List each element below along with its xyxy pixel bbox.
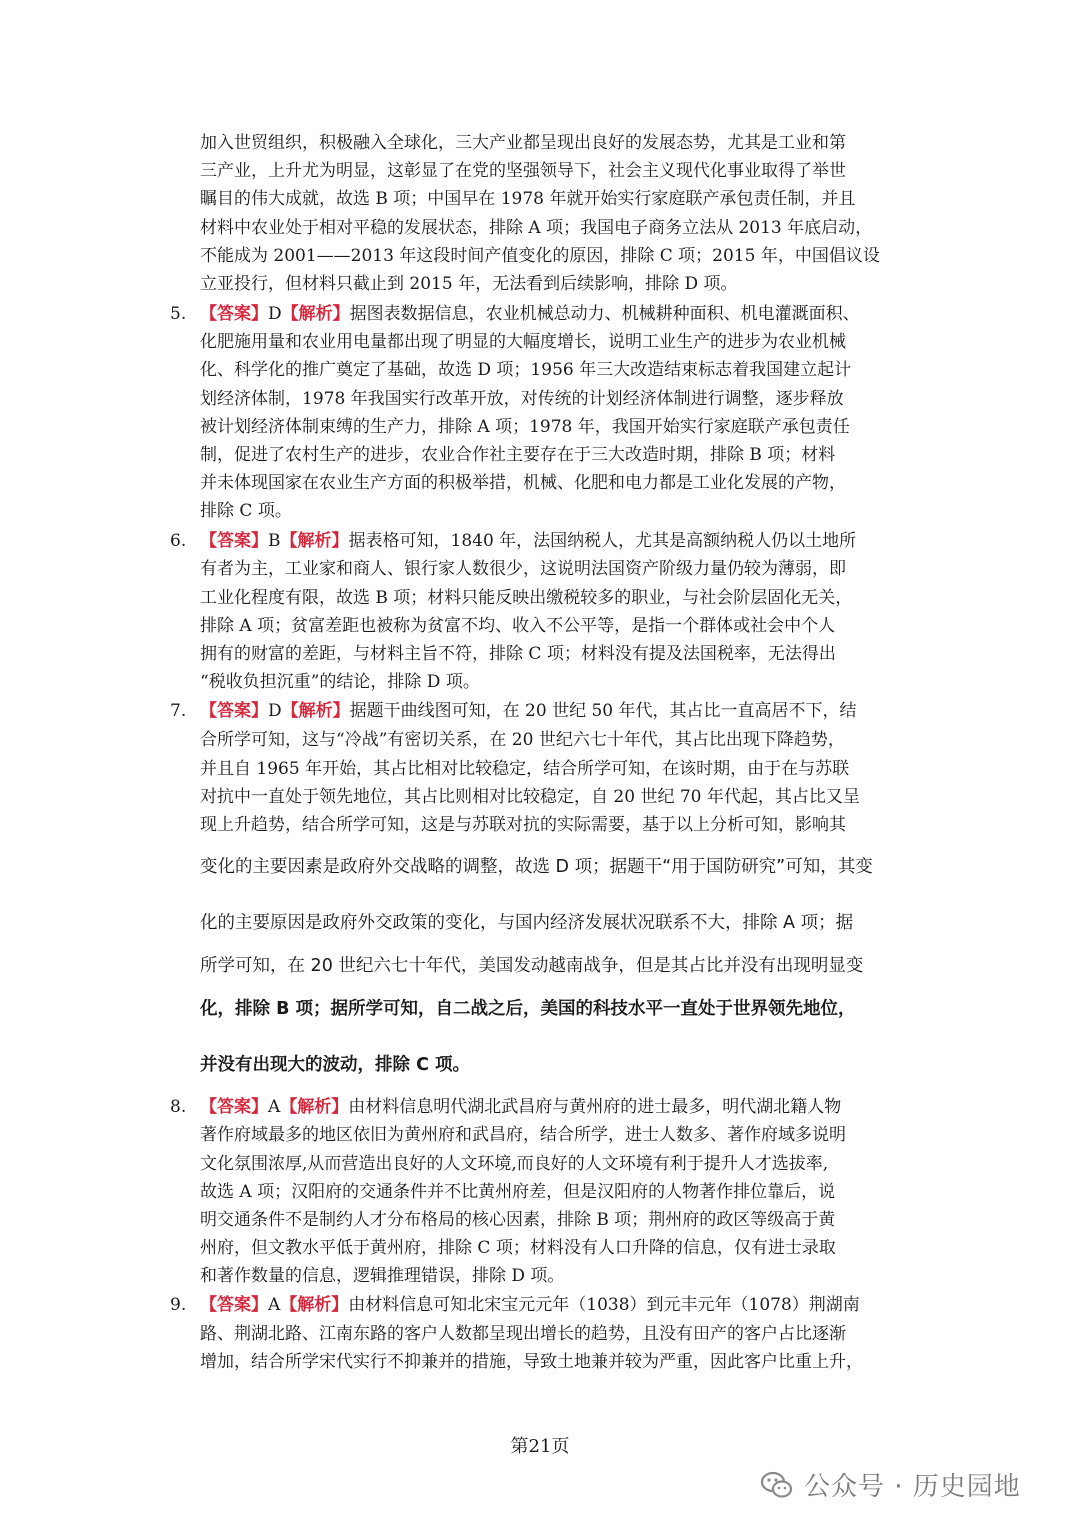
analysis-line: 排除 A 项；贫富差距也被称为贫富不均、收入不公平等，是指一个群体或社会中个人 [200,616,836,636]
analysis-line: 被计划经济体制束缚的生产力，排除 A 项；1978 年，我国开始实行家庭联产承包责任 [200,417,850,437]
analysis-line: 州府，但文教水平低于黄州府，排除 C 项；材料没有人口升降的信息，仅有进士录取 [200,1238,836,1258]
analysis-line: 化的主要原因是政府外交政策的变化，与国内经济发展状况联系不大，排除 A 项；据 [200,913,854,933]
analysis-line: 明交通条件不是制约人才分布格局的核心因素，排除 B 项；荆州府的政区等级高于黄 [200,1210,836,1230]
analysis-line: 和著作数量的信息，逻辑推理错误，排除 D 项。 [200,1266,565,1286]
analysis-line: 排除 C 项。 [200,501,292,521]
analysis-line: 有者为主，工业家和商人、银行家人数很少，这说明法国资产阶级力量仍较为薄弱，即 [200,559,846,579]
answer-tag: 【答案】 [200,701,268,721]
answer-value: B [268,531,281,551]
analysis-line: 化肥施用量和农业用电量都出现了明显的大幅度增长，说明工业生产的进步为农业机械 [200,332,846,352]
analysis-line: 化、科学化的推广奠定了基础，故选 D 项；1956 年三大改造结束标志着我国建立起计 [200,360,852,380]
answer-tag: 【答案】 [200,531,268,551]
answer-value: A [268,1295,281,1315]
intro-line: 材料中农业处于相对平稳的发展状态，排除 A 项；我国电子商务立法从 2013 年底启动， [200,218,873,238]
answer-line [200,697,920,725]
analysis-tag: 【解析】 [281,304,350,324]
analysis-line: 文化氛围浓厚,从而营造出良好的人文环境,而良好的人文环境有利于提升人才选拔率, [200,1154,829,1174]
analysis-text: 由材料信息可知北宋宝元元年（1038）到元丰元年（1078）荆湖南 [348,1295,860,1315]
analysis-tag: 【解析】 [280,531,349,551]
analysis-line: 故选 A 项；汉阳府的交通条件并不比黄州府差，但是汉阳府的人物著作排位靠后，说 [200,1182,836,1202]
analysis-line: 现上升趋势，结合所学可知，这是与苏联对抗的实际需要，基于以上分析可知，影响其 [200,815,846,835]
answer-value: A [268,1097,281,1117]
analysis-line: 增加，结合所学宋代实行不抑兼并的措施，导致土地兼并较为严重，因此客户比重上升， [200,1352,863,1372]
analysis-tag: 【解析】 [280,1097,349,1117]
analysis-line: 著作府域最多的地区依旧为黄州府和武昌府，结合所学，进士人数多、著作府域多说明 [200,1125,846,1145]
answer-tag: 【答案】 [200,1097,268,1117]
analysis-line: 制，促进了农村生产的进步，农业合作社主要存在于三大改造时期，排除 B 项；材料 [200,445,836,465]
answer-tag: 【答案】 [200,1295,268,1315]
analysis-line: 并没有出现大的波动，排除 C 项。 [200,1055,471,1075]
watermark [760,1466,1021,1503]
analysis-line: 并且自 1965 年开始，其占比相对比较稳定，结合所学可知，在该时期，由于在与苏联 [200,759,850,779]
intro-line: 瞩目的伟大成就，故选 B 项；中国早在 1978 年就开始实行家庭联产承包责任制，并且 [200,189,856,209]
analysis-line: 变化的主要因素是政府外交战略的调整，故选 D 项；据题干“用于国防研究”可知，其变 [200,857,873,877]
intro-line: 不能成为 2001——2013 年这段时间产值变化的原因，排除 C 项；2015 年，中国倡议设 [200,246,880,266]
analysis-line: 划经济体制，1978 年我国实行改革开放，对传统的计划经济体制进行调整，逐步释放 [200,389,844,409]
analysis-line: “税收负担沉重”的结论，排除 D 项。 [200,672,480,692]
analysis-line: 对抗中一直处于领先地位，其占比则相对比较稳定，自 20 世纪 70 年代起，其占比又呈 [200,787,860,807]
question-number: 7. [170,701,187,721]
answer-tag: 【答案】 [200,304,268,324]
analysis-line: 拥有的财富的差距，与材料主旨不符，排除 C 项；材料没有提及法国税率，无法得出 [200,644,836,664]
page-number: 第21页 [510,1436,570,1457]
answer-value: D [268,304,282,324]
intro-line: 三产业，上升尤为明显，这彰显了在党的坚强领导下，社会主义现代化事业取得了举世 [200,161,846,181]
analysis-line: 路、荆湖北路、江南东路的客户人数都呈现出增长的趋势，且没有田产的客户占比逐渐 [200,1324,846,1344]
answer-value: D [268,701,282,721]
analysis-tag: 【解析】 [281,701,350,721]
analysis-text: 据表格可知，1840 年，法国纳税人，尤其是高额纳税人仍以土地所 [348,531,857,551]
analysis-line: 合所学可知，这与“冷战”有密切关系，在 20 世纪六七十年代，其占比出现下降趋势， [200,730,845,750]
answer-line [200,300,920,328]
analysis-line: 所学可知，在 20 世纪六七十年代，美国发动越南战争，但是其占比并没有出现明显变 [200,956,864,976]
analysis-text: 由材料信息明代湖北武昌府与黄州府的进士最多，明代湖北籍人物 [348,1097,842,1117]
question-number: 6. [170,531,187,551]
analysis-tag: 【解析】 [280,1295,349,1315]
answer-line [200,1291,920,1319]
analysis-text: 据图表数据信息，农业机械总动力、机械耕种面积、机电灌溉面积、 [349,304,860,324]
wechat-icon [760,1470,794,1500]
analysis-line: 化，排除 B 项；据所学可知，自二战之后，美国的科技水平一直处于世界领先地位， [200,999,856,1019]
intro-line: 加入世贸组织，积极融入全球化，三大产业都呈现出良好的发展态势，尤其是工业和第 [200,133,846,153]
analysis-line: 工业化程度有限，故选 B 项；材料只能反映出缴税较多的职业，与社会阶层固化无关， [200,588,853,608]
question-number: 5. [170,304,187,324]
answer-line [200,1093,920,1121]
watermark-text: 公众号 · 历史园地 [804,1472,1021,1502]
intro-line: 立亚投行，但材料只截止到 2015 年，无法看到后续影响，排除 D 项。 [200,274,738,294]
question-number: 8. [170,1097,187,1117]
question-number: 9. [170,1295,187,1315]
analysis-line: 并未体现国家在农业生产方面的积极举措，机械、化肥和电力都是工业化发展的产物， [200,473,846,493]
analysis-text: 据题干曲线图可知，在 20 世纪 50 年代，其占比一直高居不下，结 [349,701,857,721]
answer-line [200,527,920,555]
